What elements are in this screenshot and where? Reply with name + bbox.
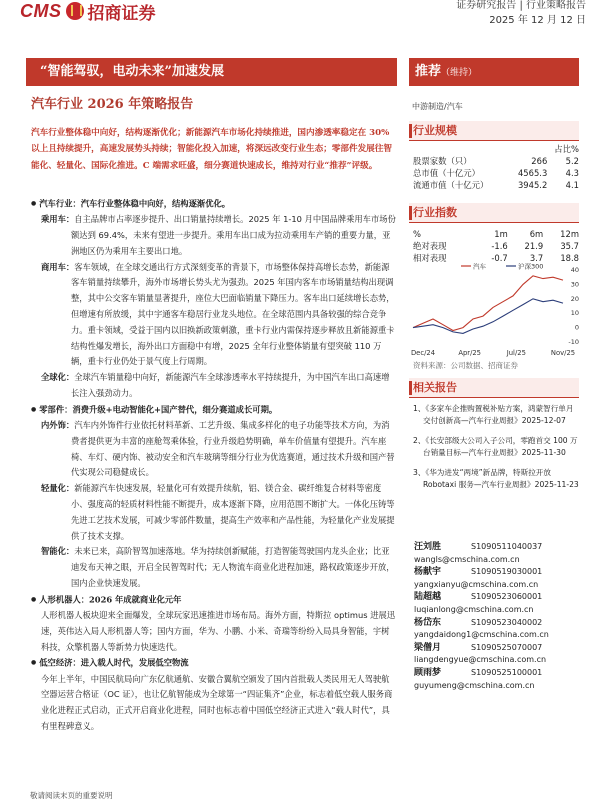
cell: 6m — [529, 229, 544, 239]
analyst-id: S1090519030001 — [471, 567, 543, 577]
analyst-email[interactable]: yangdaidong1@cmschina.com.cn — [414, 630, 549, 640]
cell: 266 — [531, 156, 548, 166]
industry-scale-title: 行业规模 — [409, 121, 579, 141]
cell: % — [413, 229, 421, 239]
index-line-chart — [411, 262, 581, 360]
cell: 1m — [494, 229, 508, 239]
rating-sector: 中游制造/汽车 — [412, 102, 463, 111]
bullet-components: ● 零部件：消费升级+电动智能化+国产替代，细分赛道成长可期。 — [31, 402, 397, 418]
sub-key: 轻量化： — [41, 483, 75, 494]
industry-scale-table — [413, 143, 579, 191]
bullet-low-altitude: ● 低空经济：进入载人时代，发展低空物流 — [31, 655, 397, 671]
cell: -0.7 — [491, 253, 508, 263]
y-tick-label: 20 — [570, 294, 579, 303]
report-type: 证券研究报告 | 行业策略报告 — [456, 0, 586, 11]
sub-key: 内外饰： — [41, 419, 75, 430]
list-item[interactable]: 1、《多家车企推购置税补贴方案，鸿蒙智行单月交付创新高—汽车行业周报》2025-12-07 — [413, 404, 574, 425]
title-banner: “智能驾驭，电动未来”加速发展 — [26, 58, 397, 86]
table-row — [413, 167, 579, 179]
analyst-item — [414, 566, 580, 591]
scale-col-header: 占比% — [554, 144, 579, 154]
related-reports-title: 相关报告 — [409, 378, 579, 398]
summary-paragraph: 汽车行业整体稳中向好，结构逐渐优化；新能源汽车市场化持续推进，国内渗透率稳定在 30%以上且持续提升，高速发展势头持续；智能化投入加速，将深远改变行业生态；零部件发展往智能化、轻量化、国际化推进。C 端需求旺盛，细分赛道快速成长，维持对行业“推荐”评级。 — [31, 128, 392, 171]
analyst-email[interactable]: wangls@cmschina.com.cn — [414, 554, 520, 564]
cell: 相对表现 — [413, 253, 447, 263]
report-body — [31, 196, 397, 735]
logo-en: CMS — [20, 0, 62, 21]
analyst-item — [414, 642, 580, 667]
analyst-item — [414, 591, 580, 616]
sub-text: 自主品牌市占率逐步提升、出口销量持续增长。2025 年 1-10 月中国品牌乘用车市场份额达到 69.4%，未来有望进一步提升。乘用车出口成为拉动乘用车产销的重要力量，亚洲地区仍为乘用车主要出口地。 — [71, 214, 396, 256]
rating-box — [409, 58, 579, 86]
analyst-name: 梁僧月 — [414, 642, 442, 653]
analyst-email[interactable]: guyumeng@cmschina.com.cn — [414, 680, 535, 690]
report-date: 2025 年 12 月 12 日 — [489, 15, 586, 26]
chart-source: 资料来源：公司数据、招商证券 — [413, 361, 518, 370]
cell: 21.9 — [524, 241, 544, 251]
analyst-name: 陆超越 — [414, 592, 442, 603]
legend-label: 汽车 — [473, 262, 486, 271]
sub-key: 乘用车： — [41, 214, 75, 225]
sub-text: 新能源汽车快速发展，轻量化可有效提升续航，铝、镁合金、碳纤维复合材料等密度小、强度高的轻质材料性能不断提升，成本逐渐下降，应用范围不断扩大。一体化压铸等先进工艺技术发展，可减少零部件数量，提高生产效率和产品性能，为轻量化产业发展提供了技术支撑。 — [71, 483, 395, 541]
humanoid-text: 人形机器人板块迎来全面爆发，全球玩家迅速推进市场布局。海外方面，特斯拉 optimus 进展迅速，英伟达入局人形机器人等；国内方面，华为、小鹏、小米、奇瑞等纷纷入局具身智能，宇树科技，众擎机器人等新势力快速迭代。 — [41, 609, 396, 652]
cell: 股票家数（只） — [413, 156, 472, 166]
cell: 35.7 — [560, 241, 579, 251]
sub-interior-exterior — [31, 418, 397, 481]
analyst-name: 杨岱东 — [414, 617, 442, 628]
page-header — [0, 0, 600, 34]
y-tick-label: 0 — [574, 323, 579, 332]
analyst-name: 杨献宇 — [414, 567, 442, 578]
report-subtitle: 汽车行业 2026 年策略报告 — [31, 97, 194, 112]
rating-note: （维持） — [441, 68, 478, 78]
cell: 12m — [560, 229, 579, 239]
y-tick-label: -10 — [568, 338, 579, 346]
sub-text: 未来已来，高阶智驾加速落地。华为持续创新赋能，打造智能驾驶国内龙头企业；比亚迪发布天神之眼，开启全民智驾时代；无人物流车商业化进程加速，路权政策逐步开放，国内企业快速发展。 — [71, 546, 395, 588]
table-row — [413, 240, 579, 252]
analyst-id: S1090525070007 — [471, 642, 543, 652]
analyst-name: 汪刘胜 — [414, 542, 442, 552]
sub-text: 全球汽车销量稳中向好，新能源汽车全球渗透率水平持续提升，为中国汽车出口高速增长注入强劲动力。 — [71, 372, 390, 398]
cell: 4565.3 — [517, 168, 548, 178]
analyst-id: S1090511040037 — [471, 542, 543, 551]
sub-lightweight — [31, 481, 397, 544]
table-row — [413, 155, 579, 167]
sub-text: 客车领域，在全球交通出行方式深刻变革的背景下，市场整体保持高增长态势，新能源客车销量持续攀升，海外市场增长势头尤为强劲。2025 年国内客车市场销量结构出现调整，其中公交客车销量显著提升，座位大巴面临销量下降压力。客车出口延续增长态势，但增速有所放缓，其中宇通客车稳居行业龙头地位。在全球范围内具备较强的综合竞争力。重卡领域，受益于国内以旧换新政策刺激，重卡行业内需保持逐步释放且新能源重卡结构性爆发增长，海外出口方面稳中有增，2025 全年行业整体销量有望突破 110 万辆，重卡行业仍处于景气度上行周期。 — [71, 261, 395, 367]
rating-label: 推荐 — [415, 64, 442, 79]
y-tick-label: 30 — [570, 280, 579, 289]
series-line — [413, 299, 563, 334]
analyst-id: S1090525100001 — [471, 667, 543, 677]
cms-logo — [20, 0, 156, 22]
footer-note: 敬请阅读末页的重要说明 — [30, 791, 113, 800]
analyst-name: 顾雨梦 — [414, 667, 442, 678]
analyst-email[interactable]: yangxianyu@cmschina.com.cn — [414, 579, 539, 589]
cell: 流通市值（十亿元） — [413, 180, 489, 190]
series-line — [413, 276, 563, 331]
list-item[interactable]: 2、《长安部级大公司入子公司，零跑首交 100 万台销量目标—汽车行业周报》2025-11-30 — [413, 436, 578, 457]
cell: 18.8 — [560, 253, 579, 263]
sub-text: 汽车内外饰件行业依托材料革新、工艺升级、集成多样化的电子功能等技术方向，为消费者提供更为丰富的座舱驾乘体验，行业升级趋势明确，单车价值量有望提升。汽车座椅、车灯、硬内饰、被动安全和汽车玻璃等细分行业为优选赛道，通过技术升级和国产替代实现公司稳健成长。 — [71, 419, 395, 478]
analyst-id: S1090523060001 — [471, 592, 543, 602]
list-item[interactable]: 3、《华为进发“两境”新品牌，特斯拉开放 Robotaxi 服务—汽车行业周报》2025-11-23 — [413, 468, 579, 489]
logo-mark-icon — [66, 2, 84, 20]
sub-globalization — [31, 370, 397, 402]
y-tick-label: 10 — [570, 309, 579, 318]
bullet-auto-industry: ● 汽车行业：汽车行业整体稳中向好，结构逐渐优化。 — [31, 196, 397, 212]
cell: 3945.2 — [517, 180, 548, 190]
x-tick-label: Apr/25 — [458, 349, 482, 357]
industry-index-title: 行业指数 — [409, 203, 579, 223]
header-meta — [456, 0, 586, 27]
industry-index-table — [413, 228, 579, 264]
x-tick-label: Nov/25 — [550, 349, 576, 357]
analyst-email[interactable]: liangdengyue@cmschina.com.cn — [414, 655, 547, 665]
logo-cn: 招商证券 — [87, 3, 156, 24]
analyst-id: S1090523040002 — [471, 617, 543, 627]
sub-key: 智能化： — [41, 546, 75, 557]
analyst-item — [414, 541, 580, 566]
sub-commercial-vehicle — [31, 260, 397, 371]
y-tick-label: 40 — [570, 266, 579, 274]
analyst-list — [414, 541, 580, 692]
cell: 4.3 — [565, 168, 579, 178]
legend-label: 沪深300 — [518, 262, 544, 271]
sub-passenger-car — [31, 212, 397, 259]
analyst-email[interactable]: luqianlong@cmschina.com.cn — [414, 604, 534, 614]
table-row — [413, 179, 579, 191]
analyst-item — [414, 667, 580, 692]
bullet-humanoid-robot: ● 人形机器人：2026 年成就商业化元年 — [31, 592, 397, 608]
related-reports-list — [413, 403, 579, 499]
x-tick-label: Jul/25 — [506, 349, 526, 357]
analyst-item — [414, 617, 580, 642]
cell: 绝对表现 — [413, 241, 447, 251]
cell: 3.7 — [529, 253, 544, 263]
table-header-row — [413, 228, 579, 240]
cell: -1.6 — [491, 241, 508, 251]
cell: 5.2 — [565, 156, 579, 166]
sub-key: 全球化： — [41, 372, 75, 383]
sub-intelligent — [31, 544, 397, 591]
x-tick-label: Dec/24 — [411, 349, 436, 357]
cell: 总市值（十亿元） — [413, 168, 480, 178]
sub-key: 商用车： — [41, 261, 75, 272]
low-altitude-text: 今年上半年，中国民航局向广东亿航通航、安徽合翼航空颁发了国内首批载人类民用无人驾驶航空器运营合格证（OC 证），也让亿航智能成为全球第一“四证集齐”企业，标志着低空载人服务商业化进程正式启动，正式开启商业化进程，同时也标志着中国低空经济正式进入“载人时代”，具有里程碑意义。 — [41, 673, 393, 731]
cell: 4.1 — [565, 180, 579, 190]
